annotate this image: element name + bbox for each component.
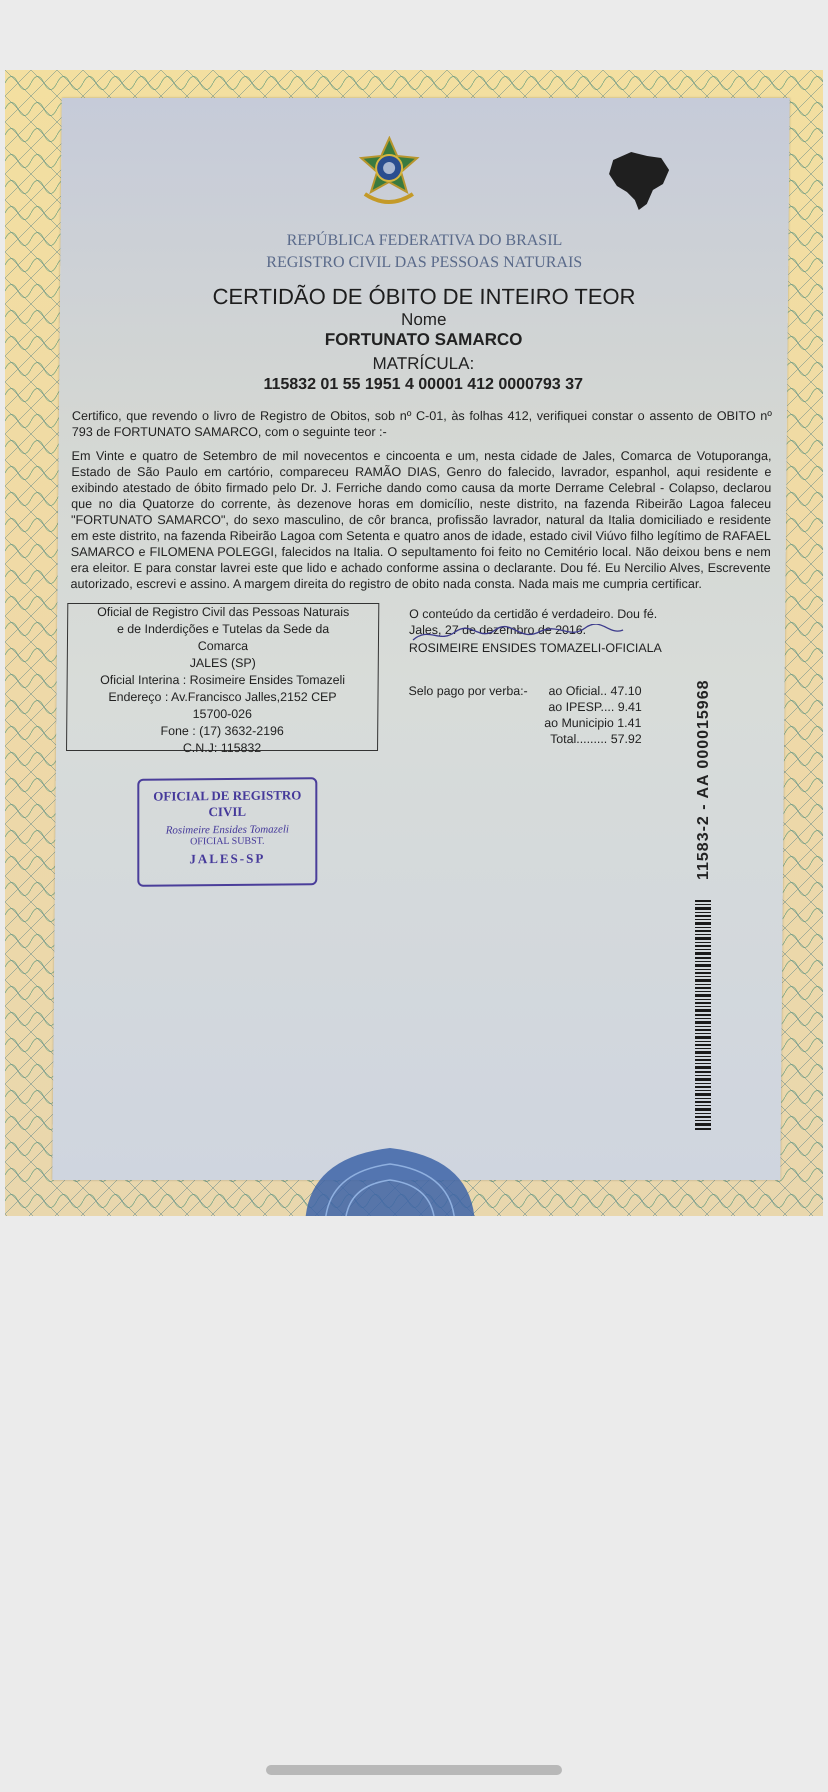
record-body: Em Vinte e quatro de Setembro de mil novecentos e cincoenta e um, nesta cidade de Jales, Comarca de Votuporanga, Estado de São Paulo em cartório, compareceu RAMÃO DIAS, Genro do falecido, lavrador, espanhol, aqui residente e exibindo atestado de óbito firmado pelo Dr. J. Ferriche dando como causa da morte Derrame Celebral - Colapso, declarou que no dia Quatorze do corrente, às dezenove horas em domicílio, neste distrito, na fazenda Ribeirão Lagoa faleceu "FORTUNATO SAMARCO", do sexo masculino, de côr branca, profissão lavrador, natural da Italia domiciliado e residente em este distrito, na fazenda Ribeirão Lagoa com Setenta e quatro anos de idade, estado civil Viúvo filho legítimo de RAFAEL SAMARCO e FILOMENA POLEGGI, falecidos na Italia. O sepultamento foi feito no Cemitério local. Não deixou bens e nem era eleitor. E para constar lavrei este que lido e achado conforme assina o declarante. Dou fé. Eu Nercilio Alves, Escrevente autorizado, escrevi e assino. A margem direita do registro de obito nada consta. Nada mais me cumpria certificar. (70, 449, 772, 591)
office-line: JALES (SP) (189, 656, 256, 670)
certificate-sheet (52, 98, 789, 1180)
stamp-line: CIVIL (208, 803, 247, 820)
office-line: Oficial de Registro Civil das Pessoas Naturais (97, 605, 350, 619)
office-line: e de Inderdições e Tutelas da Sede da (116, 622, 330, 636)
registry-stamp (137, 777, 317, 887)
coat-of-arms-icon (355, 136, 424, 210)
stamp-line: JALES-SP (189, 850, 266, 867)
certificate-title: CERTIDÃO DE ÓBITO DE INTEIRO TEOR (212, 284, 636, 309)
stamp-line: Rosimeire Ensides Tomazeli (165, 823, 289, 837)
registry-office-box (66, 603, 379, 755)
barcode-icon (695, 900, 711, 1132)
home-indicator[interactable] (266, 1765, 562, 1775)
office-line: 15700-026 (192, 707, 253, 721)
attestation-line: O conteúdo da certidão é verdadeiro. Dou fé. (409, 607, 658, 621)
office-line: Comarca (197, 639, 249, 653)
fee-total: Total......... 57.92 (550, 732, 642, 746)
fee-ipesp: ao IPESP.... 9.41 (548, 700, 642, 714)
signatory-name: ROSIMEIRE ENSIDES TOMAZELI-OFICIALA (408, 641, 662, 655)
security-seal-icon (295, 1138, 485, 1216)
fee-municipio: ao Municipio 1.41 (544, 716, 642, 730)
fee-oficial: ao Oficial.. 47.10 (548, 684, 642, 698)
office-line: Endereço : Av.Francisco Jalles,2152 CEP (108, 690, 337, 704)
signature-scribble (409, 624, 629, 646)
document-photo (5, 70, 823, 1216)
fees-label: Selo pago por verba:- (408, 684, 528, 698)
office-line: C.N.J: 115832 (182, 741, 262, 755)
brazil-map-icon (603, 146, 674, 212)
office-line: Fone : (17) 3632-2196 (160, 724, 284, 738)
matricula-label: MATRÍCULA: (372, 354, 475, 373)
name-label: Nome (401, 310, 447, 329)
attestation-date: Jales, 27 de dezembro de 2016. (409, 623, 587, 637)
stamp-line: OFICIAL SUBST. (190, 835, 265, 848)
republic-heading: REPÚBLICA FEDERATIVA DO BRASIL (286, 232, 563, 249)
deceased-name: FORTUNATO SAMARCO (324, 330, 523, 349)
fees-block (408, 683, 642, 747)
registry-heading: REGISTRO CIVIL DAS PESSOAS NATURAIS (266, 254, 583, 271)
document-serial-number: 11583-2 - AA 000015968 (695, 679, 712, 880)
office-line: Oficial Interina : Rosimeire Ensides Tomazeli (100, 673, 346, 687)
stamp-line: OFICIAL DE REGISTRO (153, 787, 302, 804)
intro-paragraph: Certifico, que revendo o livro de Registro de Obitos, sob nº C-01, às folhas 412, verifiquei constar o assento de OBITO nº 793 de FORTUNATO SAMARCO, com o seguinte teor :- (71, 409, 773, 439)
attestation-block (409, 606, 709, 656)
matricula-number: 115832 01 55 1951 4 00001 412 0000793 37 (263, 376, 584, 393)
